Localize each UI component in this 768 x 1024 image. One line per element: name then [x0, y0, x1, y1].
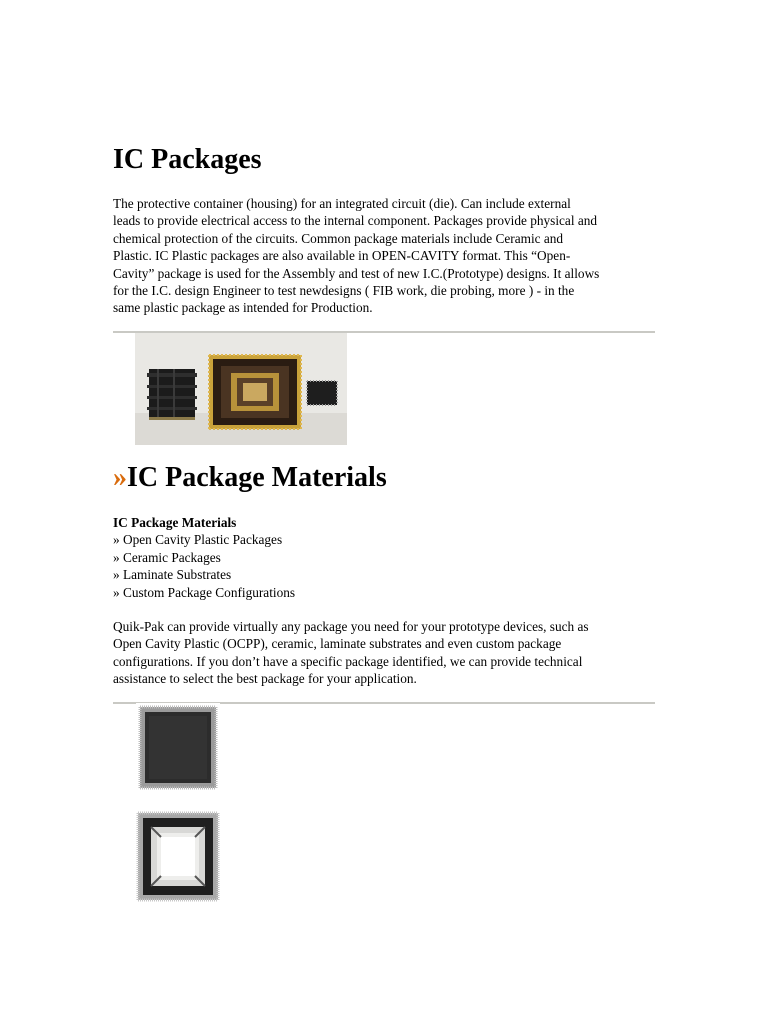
- intro-line: for the I.C. design Engineer to test newdesigns ( FIB work, die probing, more ) - in the: [113, 283, 575, 299]
- intro-line: Cavity” package is used for the Assembly and test of new I.C.(Prototype) designs. It allows: [113, 265, 600, 281]
- list-item[interactable]: » Ceramic Packages: [113, 549, 221, 565]
- intro-paragraph: [113, 195, 673, 317]
- body-paragraph: [113, 618, 673, 688]
- open-cavity-package-photo: [135, 810, 221, 903]
- intro-line: leads to provide electrical access to the internal component. Packages provide physical and: [113, 213, 598, 229]
- intro-line: same plastic package as intended for Production.: [113, 300, 373, 316]
- section-heading-text: IC Package Materials: [127, 462, 387, 493]
- body-line: Quik-Pak can provide virtually any package you need for your prototype devices, such as: [113, 619, 589, 634]
- intro-line: The protective container (housing) for an integrated circuit (die). Can include external: [113, 196, 571, 211]
- body-line: configurations. If you don’t have a specific package identified, we can provide technical: [113, 653, 583, 669]
- materials-list: [113, 514, 295, 601]
- body-line: Open Cavity Plastic (OCPP), ceramic, laminate substrates and even custom package: [113, 636, 562, 652]
- list-item[interactable]: » Open Cavity Plastic Packages: [113, 532, 283, 548]
- qfp-package-photo: [136, 703, 220, 792]
- ic-packages-photo: [135, 333, 347, 445]
- list-item[interactable]: » Laminate Substrates: [113, 567, 232, 583]
- intro-line: chemical protection of the circuits. Common package materials include Ceramic and: [113, 230, 564, 246]
- body-line: assistance to select the best package for your application.: [113, 671, 417, 687]
- intro-line: Plastic. IC Plastic packages are also available in OPEN-CAVITY format. This “Open-: [113, 248, 571, 264]
- chevron-right-icon: »: [113, 462, 127, 493]
- list-title: IC Package Materials: [113, 515, 237, 530]
- list-item[interactable]: » Custom Package Configurations: [113, 584, 296, 600]
- section-heading: [113, 460, 387, 496]
- page-title: IC Packages: [113, 144, 262, 175]
